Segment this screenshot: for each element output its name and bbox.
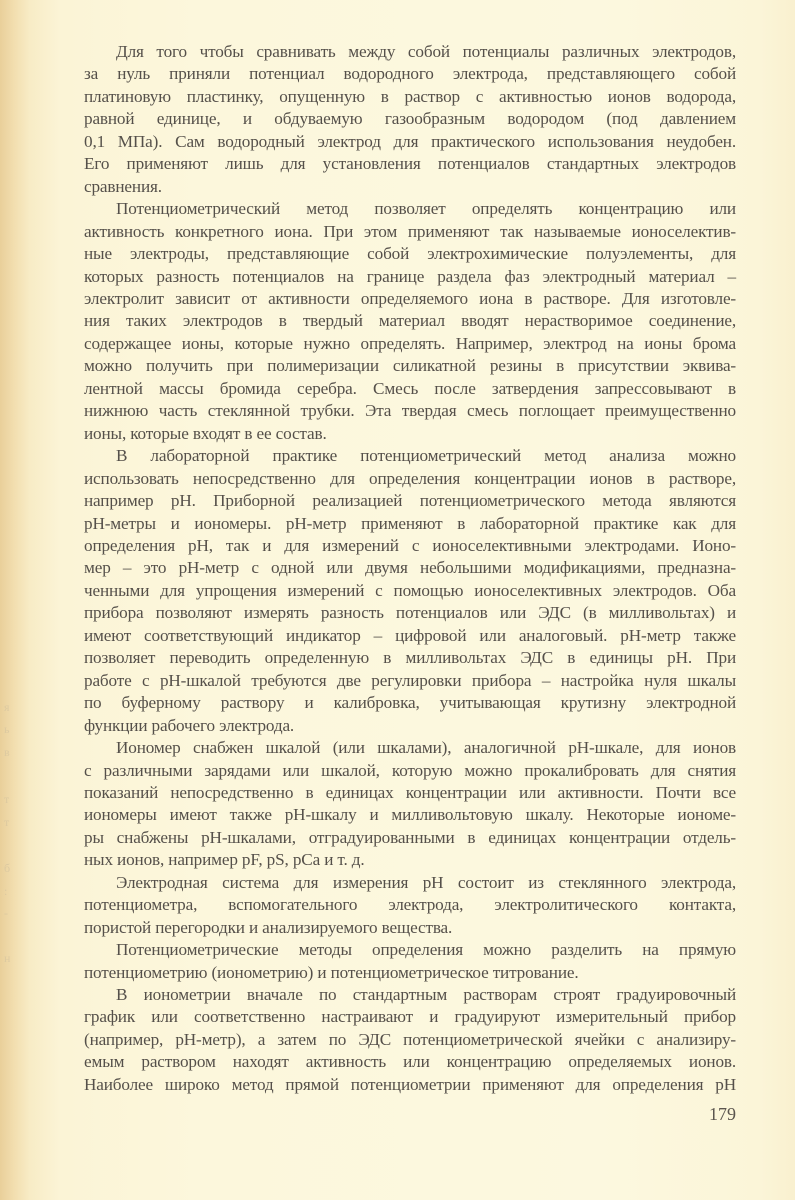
bleed-through-mark: т (4, 815, 10, 829)
text-line: В лабораторной практике потенциометрический метод анализа можно (116, 446, 736, 466)
text-line: лентной массы бромида серебра. Смесь после затвердения запрессовывают в (84, 378, 736, 398)
bleed-through-mark: : (4, 884, 8, 898)
text-line: ных ионов, например pF, pS, pCa и т. д. (84, 850, 365, 870)
text-line: показаний непосредственно в единицах концентрации или активности. Почти все (84, 782, 736, 802)
bleed-through-mark: б (4, 861, 11, 875)
paragraph (84, 41, 736, 198)
page-body (84, 41, 736, 1096)
bleed-through-mark: в (4, 745, 10, 759)
text-line: пористой перегородки и анализируемого вещества. (84, 917, 453, 937)
text-line: определения pH, так и для измерений с ионоселективными электродами. Ионо- (84, 535, 736, 555)
text-line: pH-метры и иономеры. pH-метр применяют в лабораторной практике как для (84, 513, 736, 533)
text-line: можно получить при полимеризации силикатной резины в присутствии эквива- (84, 356, 736, 376)
bleed-through-mark: - (4, 906, 8, 920)
text-line: имеют соответствующий индикатор – цифровой или аналоговый. pH-метр также (84, 625, 736, 645)
paragraph (84, 737, 736, 872)
text-line: позволяет переводить определенную в милливольтах ЭДС в единицы pH. При (84, 648, 736, 668)
text-line: Потенциометрический метод позволяет определять концентрацию или (116, 199, 736, 219)
text-line: Для того чтобы сравнивать между собой потенциалы различных электродов, (116, 42, 736, 61)
page-number: 179 (709, 1104, 736, 1124)
text-line: иономеры имеют также pH-шкалу и милливольтовую шкалу. Некоторые иономе- (84, 805, 736, 825)
text-line: содержащее ионы, которые нужно определять. Например, электрод на ионы брома (84, 333, 736, 353)
text-line: прибора позволяют измерять разность потенциалов или ЭДС (в милливольтах) и (84, 603, 736, 623)
text-line: В ионометрии вначале по стандартным растворам строят градуировочный (116, 985, 736, 1005)
text-line: работе с pH-шкалой требуются две регулировки прибора – настройка нуля шкалы (84, 670, 736, 690)
text-line: платиновую пластинку, опущенную в раствор с активностью ионов водорода, (84, 86, 736, 106)
text-line: мер – это pH-метр с одной или двумя небольшими модификациями, предназна- (84, 558, 736, 578)
text-line: ионы, которые входят в ее состав. (84, 423, 327, 443)
text-line: за нуль приняли потенциал водородного электрода, представляющего собой (84, 64, 736, 84)
text-line: электролит зависит от активности определяемого иона в растворе. Для изготовле- (84, 288, 736, 308)
text-line: например pH. Приборной реализацией потенциометрического метода являются (84, 491, 736, 511)
text-line: Потенциометрические методы определения можно разделить на прямую (116, 940, 736, 960)
text-line: ры снабжены pH-шкалами, отградуированными в единицах концентрации отдель- (84, 827, 736, 847)
text-line: использовать непосредственно для определения концентрации ионов в растворе, (84, 468, 736, 488)
paragraph (84, 939, 736, 984)
text-line: которых разность потенциалов на границе раздела фаз электродный материал – (84, 266, 736, 286)
paragraph (84, 445, 736, 737)
text-line: функции рабочего электрода. (84, 715, 295, 735)
text-line: равной единице, и обдуваемую газообразным водородом (под давлением (84, 109, 736, 129)
text-line: активность конкретного иона. При этом применяют так называемые ионоселектив- (84, 221, 736, 241)
text-line: ния таких электродов в твердый материал вводят нерастворимое соединение, (84, 311, 736, 331)
bleed-through-mark: ь (4, 722, 10, 736)
text-line: Наиболее широко метод прямой потенциометрии применяют для определения pH (84, 1074, 736, 1094)
text-line: 0,1 МПа). Сам водородный электрод для практического использования неудобен. (84, 131, 736, 151)
bleed-through-mark: я (4, 700, 10, 714)
text-line: график или соответственно настраивают и градуируют измерительный прибор (84, 1007, 736, 1027)
text-line: потенциометра, вспомогательного электрода, электролитического контакта, (84, 895, 736, 915)
text-line: по буферному раствору и калибровка, учитывающая крутизну электродной (84, 693, 736, 713)
bleed-through-mark: т (4, 792, 10, 806)
paragraph (84, 198, 736, 445)
text-line: ные электроды, представляющие собой электрохимические полуэлементы, для (84, 244, 736, 264)
text-line: ченными для упрощения измерений с помощью ионоселективных электродов. Оба (84, 580, 736, 600)
text-line: Иономер снабжен шкалой (или шкалами), аналогичной pH-шкале, для ионов (116, 738, 736, 758)
text-line: потенциометрию (ионометрию) и потенциометрическое титрование. (84, 962, 579, 982)
text-line: (например, pH-метр), а затем по ЭДС потенциометрической ячейки с анализиру- (84, 1029, 736, 1049)
text-line: с различными зарядами или шкалой, которую можно прокалибровать для снятия (84, 760, 736, 780)
bleed-through-mark: н (4, 951, 11, 965)
text-line: Его применяют лишь для установления потенциалов стандартных электродов (84, 154, 736, 174)
text-line: емым раствором находят активность или концентрацию определяемых ионов. (84, 1052, 736, 1072)
text-line: Электродная система для измерения pH состоит из стеклянного электрода, (116, 872, 736, 892)
text-line: сравнения. (84, 176, 162, 196)
paragraph (84, 984, 736, 1096)
text-line: нижнюю часть стеклянной трубки. Эта твердая смесь поглощает преимущественно (84, 401, 736, 421)
paragraph (84, 872, 736, 939)
